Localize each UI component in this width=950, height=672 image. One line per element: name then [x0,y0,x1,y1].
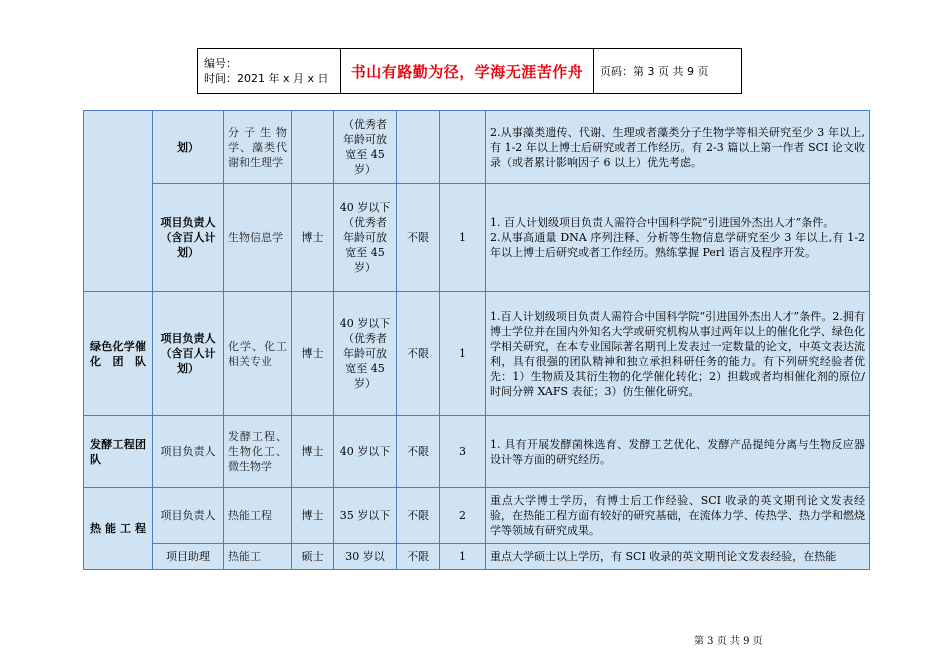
requirement-cell: 1. 具有开展发酵菌株选育、发酵工艺优化、发酵产品提纯分离与生物反应器设计等方面的研究经历。 [486,416,870,488]
header-meta [198,49,341,94]
major-cell: 热能工程 [224,488,292,544]
count-cell: 2 [440,488,486,544]
count-cell [440,111,486,184]
team-cell [84,111,153,292]
page-footer: 第 3 页 共 9 页 [694,636,763,647]
region-cell: 不限 [397,416,440,488]
region-cell: 不限 [397,488,440,544]
region-cell: 不限 [397,292,440,416]
degree-cell: 博士 [292,488,334,544]
requirement-cell: 1.百人计划级项目负责人需符合中国科学院“引进国外杰出人才”条件。2.拥有博士学位并在国内外知名大学或研究机构从事过两年以上的催化化学、绿色化学相关研究，在本专业国际著名期刊上发表过一定数量的论文，中英文表达流利，具有很强的团队精神和独立承担科研任务的能力。有下列研究经验者优先：1）生物质及其衍生物的化学催化转化；2）担载或者均相催化剂的原位/时间分辨 XAFS 表征；3）仿生催化研究。 [486,292,870,416]
requirement-cell: 重点大学硕士以上学历，有 SCI 收录的英文期刊论文发表经验，在热能 [486,544,870,570]
major-cell: 热能工 [224,544,292,570]
count-cell: 1 [440,544,486,570]
degree-cell: 硕士 [292,544,334,570]
time-label: 时间：2021 年 x 月 x 日 [204,72,329,85]
age-cell: （优秀者年龄可放宽至 45岁） [334,111,397,184]
major-cell: 发酵工程、生物化工、微生物学 [224,416,292,488]
age-cell: 40 岁以下（优秀者年龄可放宽至 45岁） [334,184,397,292]
degree-cell: 博士 [292,292,334,416]
requirement-cell: 2.从事藻类遗传、代谢、生理或者藻类分子生物学等相关研究至少 3 年以上,有 1-2 年以上博士后研究或者工作经历。有 2-3 篇以上第一作者 SCI 论文收录（或者累计影响因子 6 以上）优先考虑。 [486,111,870,184]
table-row [84,184,870,292]
table-row [84,544,870,570]
team-cell: 绿色化学催化团队 [84,292,153,416]
degree-cell: 博士 [292,416,334,488]
header-motto: 书山有路勤为径，学海无涯苦作舟 [341,49,594,94]
age-cell: 40 岁以下 [334,416,397,488]
age-cell: 35 岁以下 [334,488,397,544]
position-cell: 项目负责人 [153,488,224,544]
degree-cell: 博士 [292,184,334,292]
count-cell: 3 [440,416,486,488]
age-cell: 30 岁以 [334,544,397,570]
team-cell: 热能工程 [84,488,153,570]
header-page-label: 页码：第 3 页 共 9 页 [594,49,742,94]
count-cell: 1 [440,184,486,292]
major-cell: 分子生物学、藻类代谢和生理学 [224,111,292,184]
region-cell: 不限 [397,544,440,570]
count-cell: 1 [440,292,486,416]
table-row [84,292,870,416]
position-cell: 项目负责人（含百人计划） [153,292,224,416]
region-cell [397,111,440,184]
requirement-cell: 1. 百人计划级项目负责人需符合中国科学院“引进国外杰出人才”条件。 2.从事高通量 DNA 序列注释、分析等生物信息学研究至少 3 年以上,有 1-2 年以上博士后研究或者工作经历。熟练掌握 Perl 语言及程序开发。 [486,184,870,292]
position-cell: 项目负责人 [153,416,224,488]
position-cell: 划） [153,111,224,184]
team-cell: 发酵工程团队 [84,416,153,488]
major-cell: 生物信息学 [224,184,292,292]
table-row [84,416,870,488]
region-cell: 不限 [397,184,440,292]
age-cell: 40 岁以下（优秀者年龄可放宽至 45岁） [334,292,397,416]
recruitment-table [83,110,870,570]
requirement-cell: 重点大学博士学历，有博士后工作经验、SCI 收录的英文期刊论文发表经验，在热能工程方面有较好的研究基础，在流体力学、传热学、热力学和燃烧学等领域有研究成果。 [486,488,870,544]
position-cell: 项目负责人（含百人计划） [153,184,224,292]
major-cell: 化学、化工相关专业 [224,292,292,416]
table-row [84,111,870,184]
position-cell: 项目助理 [153,544,224,570]
table-row [84,488,870,544]
number-label: 编号： [204,57,237,70]
page-header [197,48,742,94]
degree-cell [292,111,334,184]
